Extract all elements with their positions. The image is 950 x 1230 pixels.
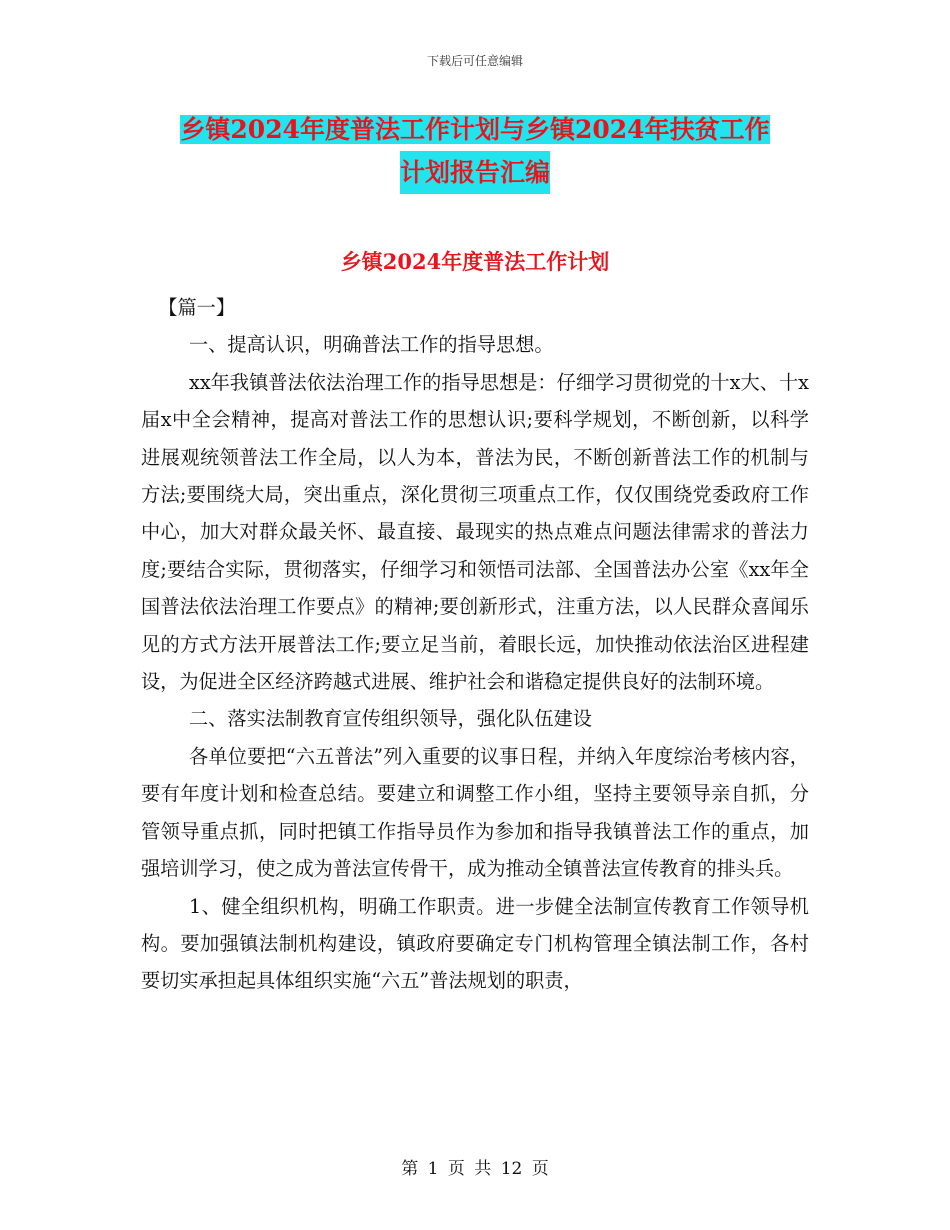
paragraph-guiding-thought: xx年我镇普法依法治理工作的指导思想是：仔细学习贯彻党的十x大、十x届x中全会精神，提高对普法工作的思想认识;要科学规划，不断创新，以科学进展观统领普法工作全局，以人为本，普法为民，不断创新普法工作的机制与方法;要围绕大局，突出重点，深化贯彻三项重点工作，仅仅围绕党委政府工作中心，加大对群众最关怀、最直接、最现实的热点难点问题法律需求的普法力度;要结合实际，贯彻落实，仔细学习和领悟司法部、全国普法办公室《xx年全国普法依法治理工作要点》的精神;要创新形式，注重方法，以人民群众喜闻乐见的方式方法开展普法工作;要立足当前，着眼长远，加快推动依法治区进程建设，为促进全区经济跨越式进展、维护社会和谐稳定提供良好的法制环境。	[141, 370, 809, 694]
document-title-line-1: 乡镇2024年度普法工作计划与乡镇2024年扶贫工作	[180, 115, 770, 144]
document-title	[150, 108, 800, 194]
paragraph-heading-2: 二、落实法制教育宣传组织领导，强化队伍建设	[189, 707, 592, 731]
paragraph-part-label: 【篇一】	[158, 296, 236, 319]
document-title-line-2: 计划报告汇编	[400, 151, 550, 194]
header-note: 下载后可任意编辑	[426, 54, 523, 68]
paragraph-heading-1: 一、提高认识，明确普法工作的指导思想。	[189, 333, 554, 357]
section-title: 乡镇2024年度普法工作计划	[340, 249, 610, 274]
paragraph-item-1: 1、健全组织机构，明确工作职责。进一步健全法制宣传教育工作领导机构。要加强镇法制机构建设，镇政府要确定专门机构管理全镇法制工作，各村要切实承担起具体组织实施“六五”普法规划的职责，	[141, 894, 809, 993]
paragraph-organization: 各单位要把“六五普法”列入重要的议事日程，并纳入年度综治考核内容，要有年度计划和检查总结。要建立和调整工作小组，坚持主要领导亲自抓，分管领导重点抓，同时把镇工作指导员作为参加和指导我镇普法工作的重点，加强培训学习，使之成为普法宣传骨干，成为推动全镇普法宣传教育的排头兵。	[141, 744, 809, 881]
page-footer: 第 1 页 共 12 页	[401, 1159, 549, 1179]
document-body	[141, 289, 809, 1000]
